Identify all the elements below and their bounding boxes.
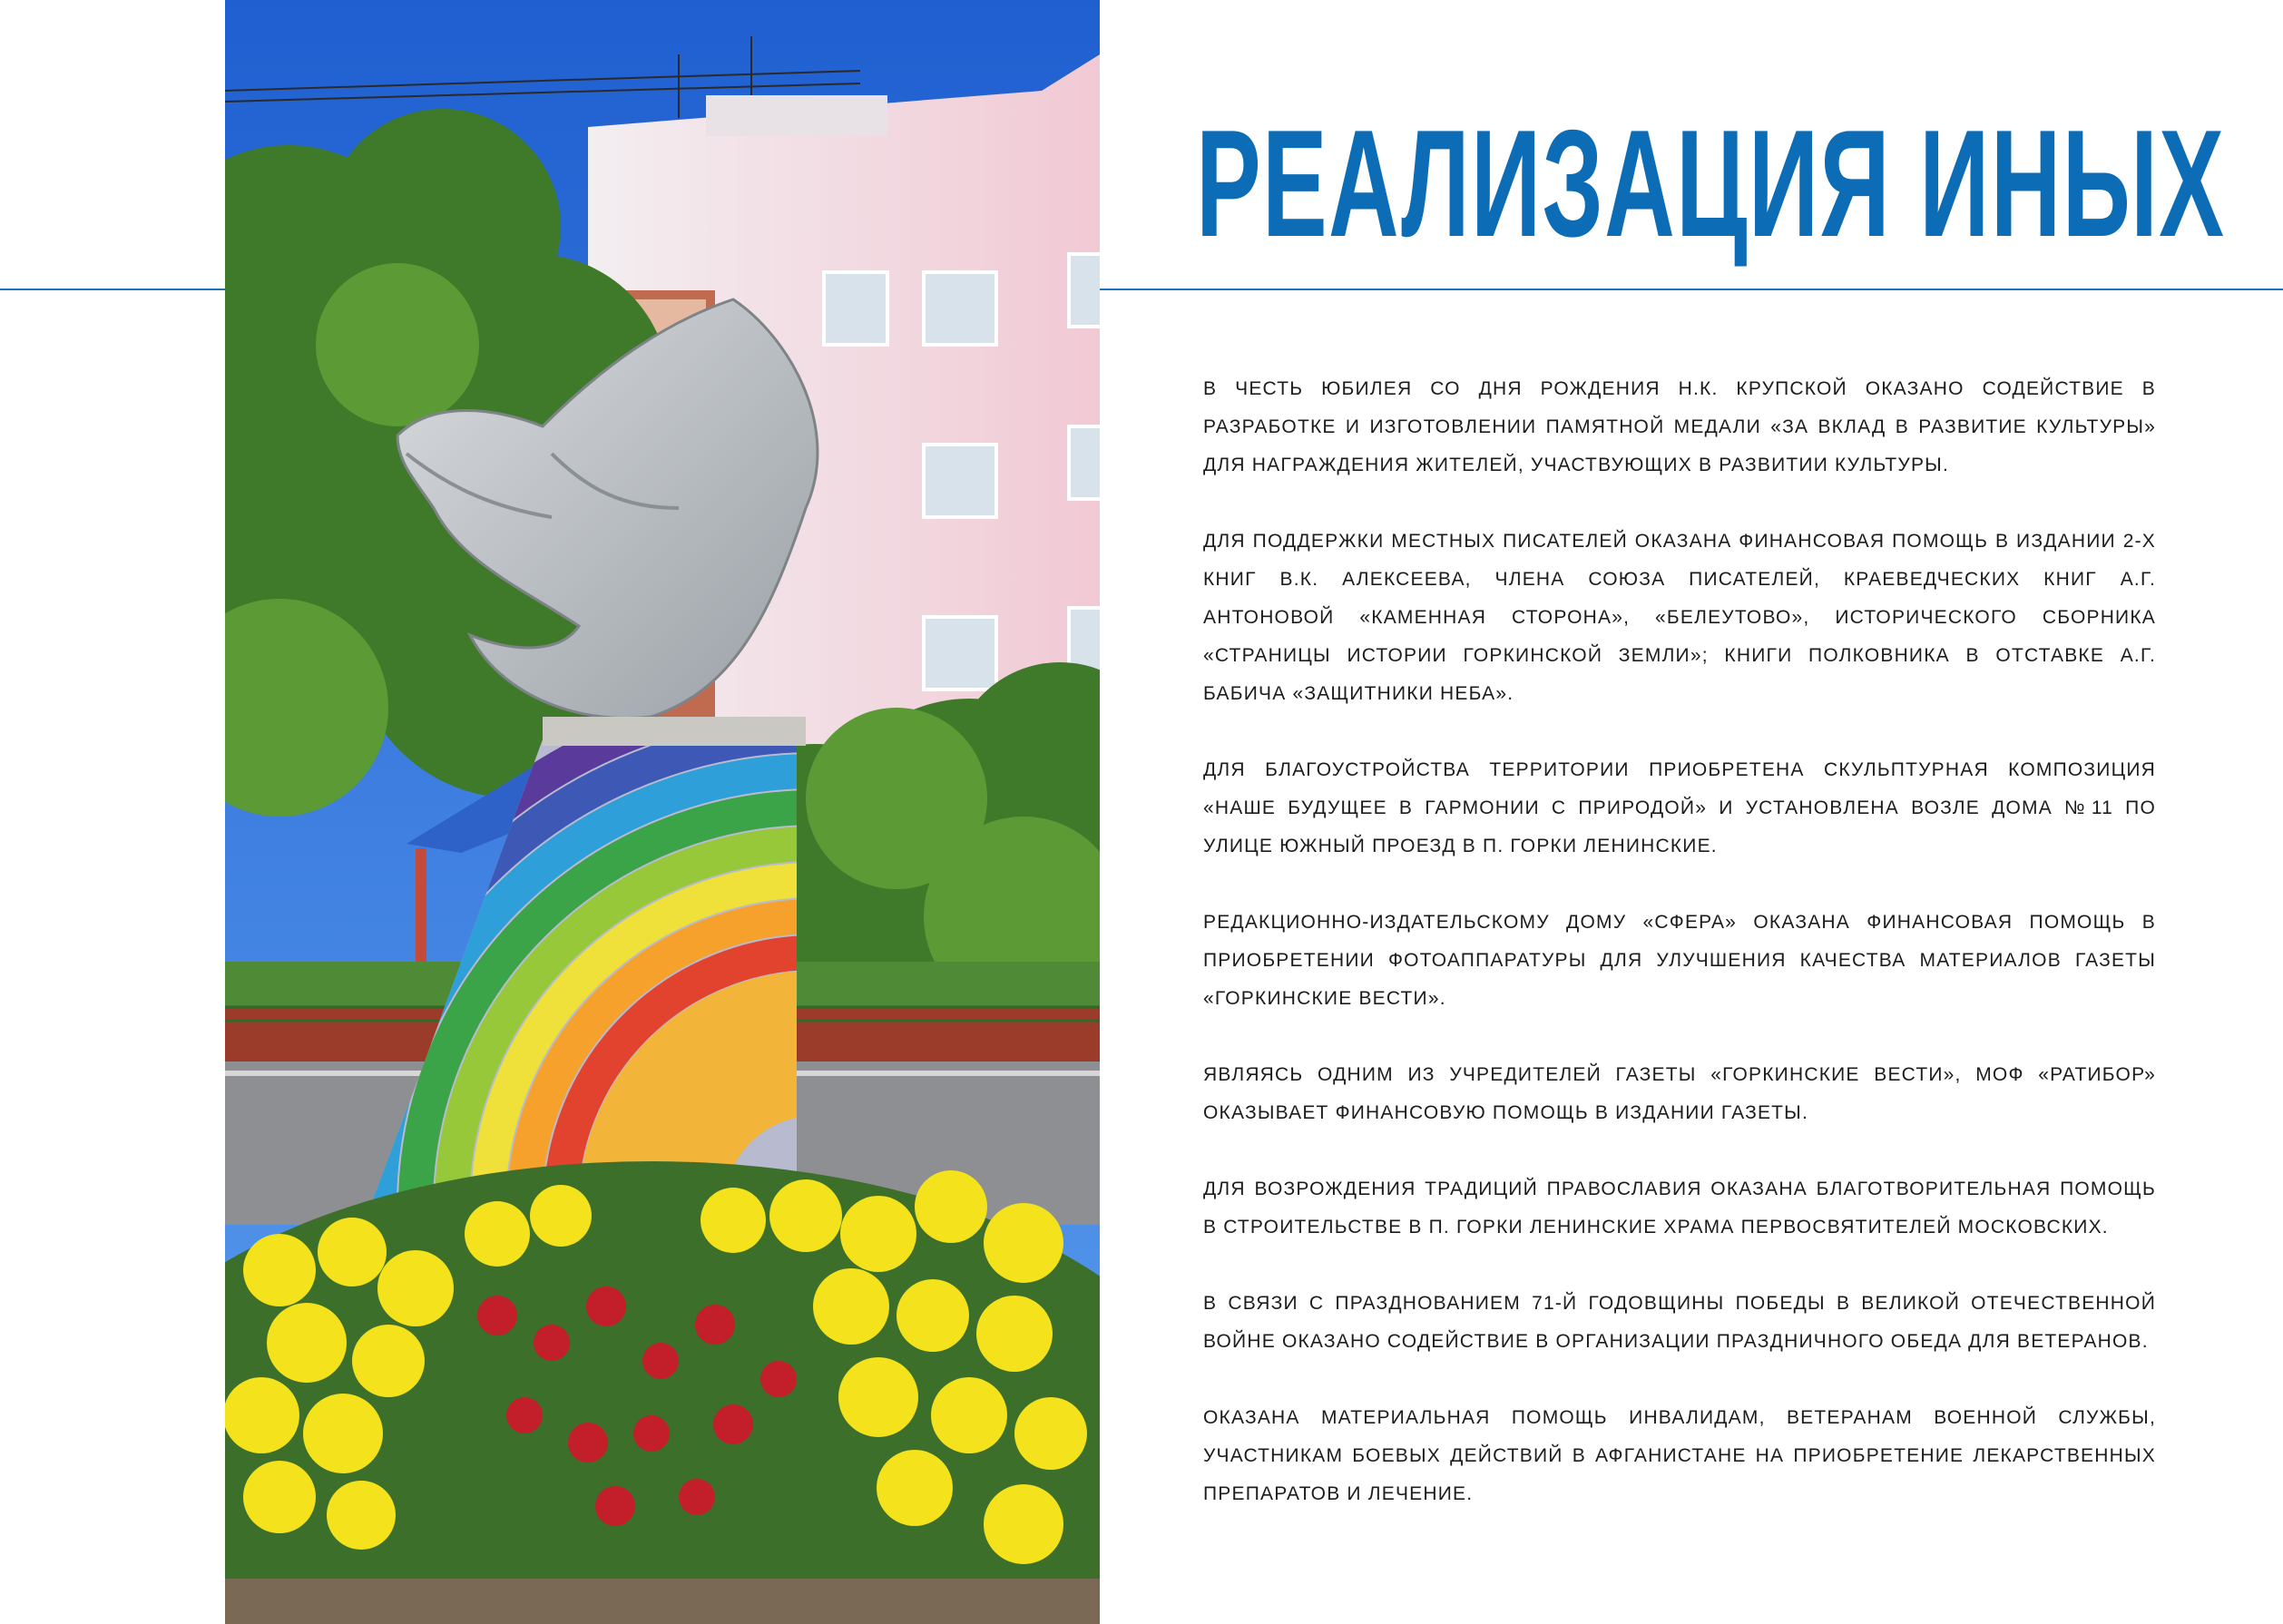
paragraph-sfera-publishing: РЕДАКЦИОННО-ИЗДАТЕЛЬСКОМУ ДОМУ «СФЕРА» ОКАЗАНА ФИНАНСОВАЯ ПОМОЩЬ В ПРИОБРЕТЕНИИ ФОТОАППАРАТУРЫ ДЛЯ УЛУЧШЕНИЯ КАЧЕСТВА МАТЕРИАЛОВ ГАЗЕТЫ «ГОРКИНСКИЕ ВЕСТИ». — [1203, 912, 2156, 1009]
paragraph-veterans-aid: ОКАЗАНА МАТЕРИАЛЬНАЯ ПОМОЩЬ ИНВАЛИДАМ, ВЕТЕРАНАМ ВОЕННОЙ СЛУЖБЫ, УЧАСТНИКАМ БОЕВЫХ ДЕЙСТВИЙ В АФГАНИСТАНЕ НА ПРИОБРЕТЕНИЕ ЛЕКАРСТВЕННЫХ ПРЕПАРАТОВ И ЛЕЧЕНИЕ. — [1203, 1407, 2156, 1504]
paragraph-krupskaya-medal: В ЧЕСТЬ ЮБИЛЕЯ СО ДНЯ РОЖДЕНИЯ Н.К. КРУПСКОЙ ОКАЗАНО СОДЕЙСТВИЕ В РАЗРАБОТКЕ И ИЗГОТОВЛЕНИИ ПАМЯТНОЙ МЕДАЛИ «ЗА ВКЛАД В РАЗВИТИЕ КУЛЬТУРЫ» ДЛЯ НАГРАЖДЕНИЯ ЖИТЕЛЕЙ, УЧАСТВУЮЩИХ В РАЗВИТИИ КУЛЬТУРЫ. — [1203, 378, 2156, 475]
paragraph-local-writers: ДЛЯ ПОДДЕРЖКИ МЕСТНЫХ ПИСАТЕЛЕЙ ОКАЗАНА ФИНАНСОВАЯ ПОМОЩЬ В ИЗДАНИИ 2-Х КНИГ В.К. АЛЕКСЕЕВА, ЧЛЕНА СОЮЗА ПИСАТЕЛЕЙ, КРАЕВЕДЧЕСКИХ КНИГ А.Г. АНТОНОВОЙ «КАМЕННАЯ СТОРОНА», «БЕЛЕУТОВО», ИСТОРИЧЕСКОГО СБОРНИКА «СТРАНИЦЫ ИСТОРИИ ГОРКИНСКОЙ ЗЕМЛИ»; КНИГИ ПОЛКОВНИКА В ОТСТАВКЕ А.Г. БАБИЧА «ЗАЩИТНИКИ НЕБА». — [1203, 531, 2156, 704]
sculpture-photo — [225, 0, 1100, 1624]
paragraph-sculpture: ДЛЯ БЛАГОУСТРОЙСТВА ТЕРРИТОРИИ ПРИОБРЕТЕНА СКУЛЬПТУРНАЯ КОМПОЗИЦИЯ «НАШЕ БУДУЩЕЕ В ГАРМОНИИ С ПРИРОДОЙ» И УСТАНОВЛЕНА ВОЗЛЕ ДОМА №11 ПО УЛИЦЕ ЮЖНЫЙ ПРОЕЗД В П. ГОРКИ ЛЕНИНСКИЕ. — [1203, 759, 2156, 856]
body-text — [1203, 370, 2156, 1551]
sculpture-photo-image — [225, 0, 1100, 1624]
paragraph-newspaper: ЯВЛЯЯСЬ ОДНИМ ИЗ УЧРЕДИТЕЛЕЙ ГАЗЕТЫ «ГОРКИНСКИЕ ВЕСТИ», МОФ «РАТИБОР» ОКАЗЫВАЕТ ФИНАНСОВУЮ ПОМОЩЬ В ИЗДАНИИ ГАЗЕТЫ. — [1203, 1064, 2156, 1123]
paragraph-victory-day: В СВЯЗИ С ПРАЗДНОВАНИЕМ 71-Й ГОДОВЩИНЫ ПОБЕДЫ В ВЕЛИКОЙ ОТЕЧЕСТВЕННОЙ ВОЙНЕ ОКАЗАНО СОДЕЙСТВИЕ В ОРГАНИЗАЦИИ ПРАЗДНИЧНОГО ОБЕДА ДЛЯ ВЕТЕРАНОВ. — [1203, 1293, 2156, 1352]
paragraph-church: ДЛЯ ВОЗРОЖДЕНИЯ ТРАДИЦИЙ ПРАВОСЛАВИЯ ОКАЗАНА БЛАГОТВОРИТЕЛЬНАЯ ПОМОЩЬ В СТРОИТЕЛЬСТВЕ В П. ГОРКИ ЛЕНИНСКИЕ ХРАМА ПЕРВОСВЯТИТЕЛЕЙ МОСКОВСКИХ. — [1203, 1179, 2156, 1238]
page-title: РЕАЛИЗАЦИЯ ИНЫХ — [1196, 98, 2226, 269]
